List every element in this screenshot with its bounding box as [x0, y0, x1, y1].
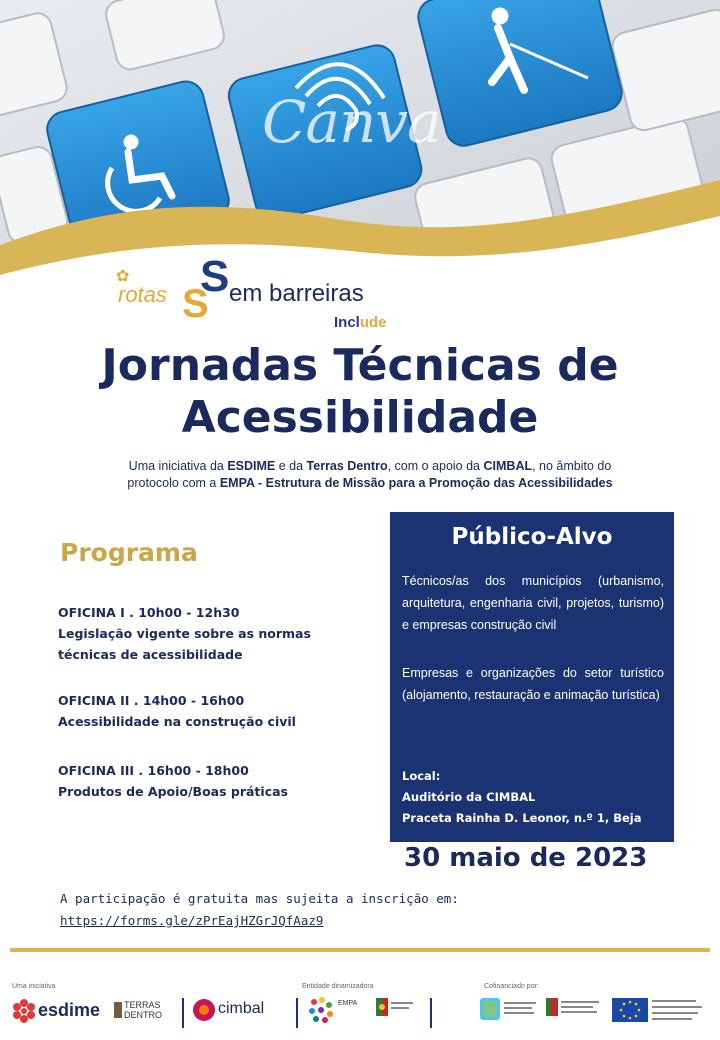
terras-dentro-text-1: TERRAS: [124, 1000, 161, 1010]
intro-cimbal: CIMBAL: [483, 459, 533, 473]
footer-label-cofinanciado: Cofinanciado por:: [484, 983, 539, 990]
publico-alvo-title: Público-Alvo: [451, 524, 613, 550]
footer-label-iniciativa: Uma iniciativa: [12, 983, 56, 990]
footer-separator-2: [296, 998, 298, 1028]
governo-portugal-logo: [546, 996, 606, 1029]
intro-t2: e da: [275, 459, 307, 473]
terras-dentro-text-2: DENTRO: [124, 1010, 162, 1020]
esdime-logo: [12, 996, 112, 1031]
intro-text: [60, 458, 680, 492]
esdime-text: esdime: [38, 1000, 101, 1020]
logo-s-orange: S: [182, 282, 209, 326]
cimbal-text: cimbal: [218, 1000, 265, 1017]
event-date: 30 maio de 2023: [404, 843, 648, 873]
logo-rotas: rotas: [118, 282, 167, 307]
pdr2020-logo: [480, 996, 540, 1029]
intro-esdime: ESDIME: [227, 459, 276, 473]
republica-portuguesa-logo: [376, 996, 416, 1027]
oficina-2-heading: OFICINA II . 14h00 - 16h00: [58, 693, 245, 708]
empa-text: EMPA: [338, 1000, 358, 1007]
logo-include-incl: Incl: [334, 314, 360, 331]
empa-dots-icon: [306, 996, 336, 1024]
empa-logo: [306, 996, 358, 1029]
cimbal-circle-icon: [192, 998, 216, 1022]
oficina-2-desc: Acessibilidade na construção civil: [58, 714, 296, 729]
logo-s-blue: S: [200, 252, 230, 301]
oficina-1: [58, 602, 378, 665]
oficina-3-desc: Produtos de Apoio/Boas práticas: [58, 784, 288, 799]
butterfly-icon: ✿: [116, 266, 130, 285]
oficina-3: [58, 760, 378, 802]
programa-heading: Programa: [60, 538, 198, 567]
registration-link[interactable]: https://forms.gle/zPrEajHZGrJQfAaz9: [60, 913, 324, 928]
local-block: [402, 766, 670, 829]
intro-t3: , com o apoio da: [387, 459, 484, 473]
logo-include: [334, 314, 387, 331]
publico-alvo-box: [390, 512, 674, 842]
eu-flag-logo: [612, 996, 712, 1031]
local-address: Praceta Rainha D. Leonor, n.º 1, Beja: [402, 811, 642, 825]
intro-terras-dentro: Terras Dentro: [306, 459, 388, 473]
intro-t4: , no âmbito do: [532, 459, 612, 473]
intro-empa: EMPA - Estrutura de Missão para a Promoção das Acessibilidades: [219, 476, 613, 490]
publico-alvo-p1: Técnicos/as dos municípios (urbanismo, arquitetura, engenharia civil, projetos, turismo) e empresas construção civil: [402, 574, 664, 632]
canva-watermark: Canva: [262, 88, 441, 156]
rotas-sem-barreiras-logo: [112, 252, 432, 332]
local-venue: Auditório da CIMBAL: [402, 790, 536, 804]
page-title-line1: Jornadas Técnicas de: [101, 340, 619, 391]
footer-label-dinamizadora: Entidade dinamizadora: [302, 983, 374, 990]
participacao-block: [60, 888, 660, 932]
oficina-1-desc-line1: Legislação vigente sobre as normas: [58, 626, 311, 641]
footer-separator-1: [182, 998, 184, 1028]
oficina-1-heading: OFICINA I . 10h00 - 12h30: [58, 605, 240, 620]
esdime-flower-icon: [13, 999, 35, 1023]
oficina-1-desc-line2: técnicas de acessibilidade: [58, 647, 243, 662]
oficina-2: [58, 690, 378, 732]
page-title-line2: Acessibilidade: [181, 392, 539, 443]
logo-include-ude: ude: [359, 314, 387, 331]
terras-dentro-icon: [114, 1002, 122, 1018]
footer-separator-3: [430, 998, 432, 1028]
gold-divider: [10, 948, 710, 952]
logo-sem-barreiras: em barreiras: [229, 280, 364, 307]
publico-alvo-p2: Empresas e organizações do setor turístico (alojamento, restauração e animação turística): [402, 666, 664, 702]
participacao-text: A participação é gratuita mas sujeita a inscrição em:: [60, 891, 459, 906]
local-label: Local:: [402, 769, 441, 783]
intro-t5: protocolo com a: [127, 476, 220, 490]
intro-t1: Uma iniciativa da: [128, 459, 228, 473]
oficina-3-heading: OFICINA III . 16h00 - 18h00: [58, 763, 249, 778]
